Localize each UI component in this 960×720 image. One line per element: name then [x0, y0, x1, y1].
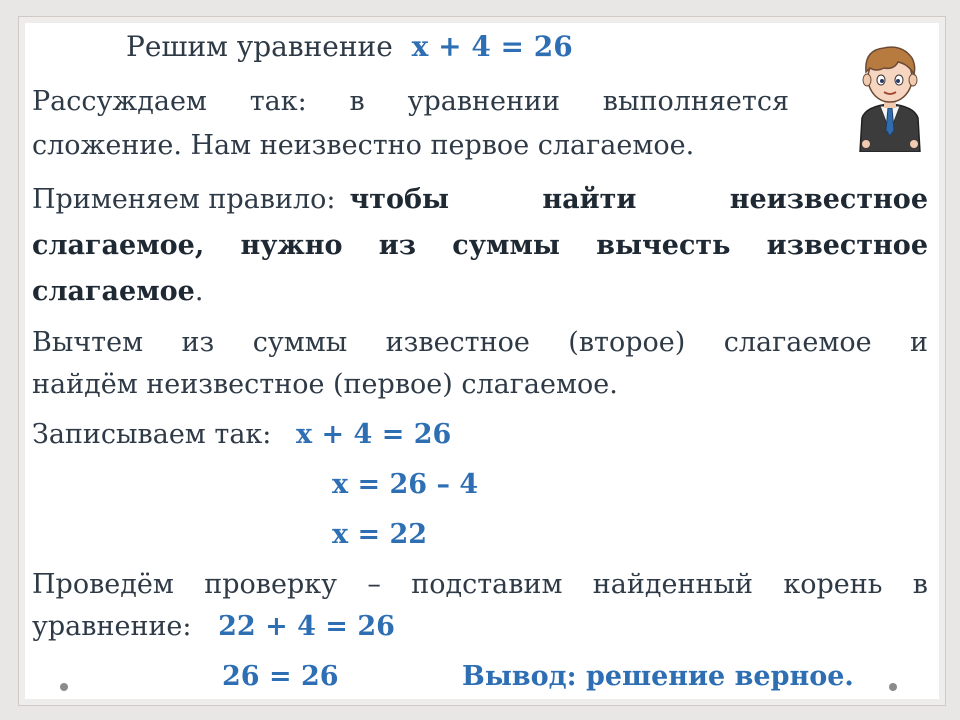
check-result: 26 = 26: [222, 661, 339, 692]
check-conclusion: Вывод: решение верное.: [462, 661, 854, 692]
corner-dot-right: [889, 683, 897, 691]
title-line: [126, 30, 573, 64]
solution-eq3: x = 22: [332, 519, 428, 550]
p2-rule-line1: чтобы найти неизвестное: [349, 184, 928, 215]
check-label: уравнение:: [32, 611, 192, 642]
p2-line3: [32, 275, 203, 309]
p2-line1: [32, 183, 928, 217]
p1-line1: Рассуждаем так: в уравнении выполняется: [32, 86, 789, 117]
solution-eq1: x + 4 = 26: [295, 419, 452, 450]
solution-eq2: x = 26 – 4: [332, 469, 479, 500]
p2-rule-line2: слагаемое, нужно из суммы вычесть известное: [32, 230, 928, 261]
p2-end: .: [194, 276, 204, 307]
title-equation: x + 4 = 26: [411, 30, 573, 63]
p2-lead: Применяем правило:: [32, 184, 336, 215]
title-label: Решим уравнение: [126, 30, 393, 63]
check-line1: Проведём проверку – подставим найденный корень в: [32, 569, 928, 600]
p3-line1: Вычтем из суммы известное (второе) слагаемое и: [32, 327, 928, 358]
check-equation: 22 + 4 = 26: [218, 611, 395, 642]
slide-frame: [18, 16, 946, 706]
solution-line1: [32, 418, 451, 452]
check-line2: [32, 610, 395, 644]
p2-rule-line3: слагаемое: [32, 276, 195, 307]
solution-label: Записываем так:: [32, 419, 272, 450]
boy-student-icon: [850, 40, 930, 152]
p1-line2: сложение. Нам неизвестно первое слагаемое.: [32, 130, 695, 161]
corner-dot-left: [60, 683, 68, 691]
p3-line2: найдём неизвестное (первое) слагаемое.: [32, 369, 618, 400]
